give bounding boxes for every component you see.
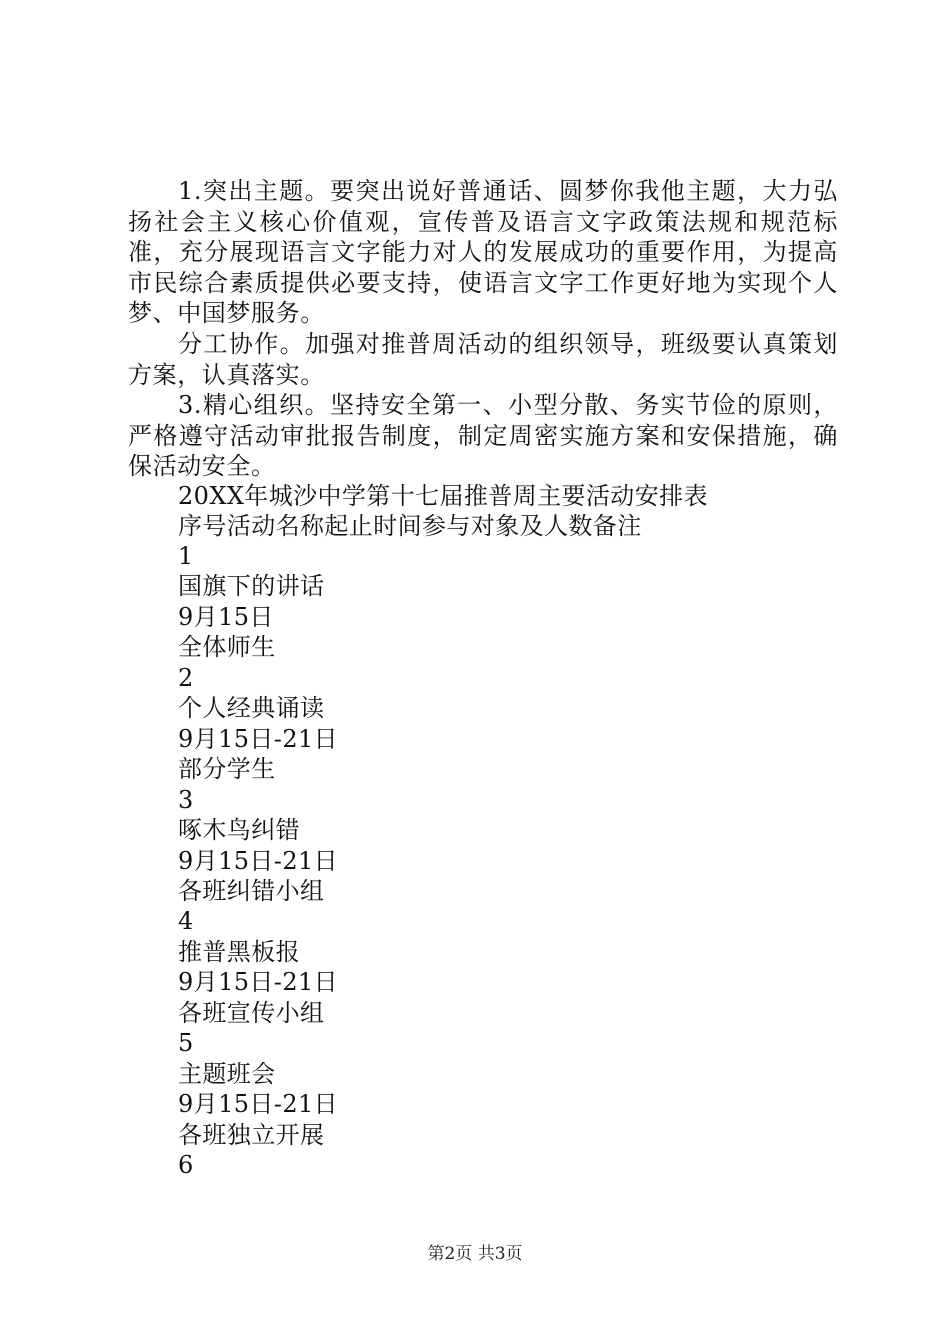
activity-name: 国旗下的讲话 <box>178 572 325 601</box>
paragraph-careful-organization: 3.精心组织。坚持安全第一、小型分散、务实节俭的原则，严格遵守活动审批报告制度，制定周密实施方案和安保措施，确保活动安全。 <box>128 391 838 481</box>
page-footer: 第2页 共3页 <box>427 1244 523 1264</box>
row-number: 5 <box>178 1029 194 1058</box>
row-number: 4 <box>178 907 194 936</box>
activity-name: 啄木鸟纠错 <box>178 816 300 845</box>
activity-participants: 全体师生 <box>178 633 276 662</box>
activity-participants: 各班独立开展 <box>178 1120 325 1149</box>
activity-name: 个人经典诵读 <box>178 694 325 723</box>
activity-time: 9月15日-21日 <box>178 724 339 753</box>
table-title: 20XX年城沙中学第十七届推普周主要活动安排表 <box>178 482 708 510</box>
activity-time: 9月15日-21日 <box>178 846 339 875</box>
activity-participants: 部分学生 <box>178 755 276 784</box>
activity-participants: 各班纠错小组 <box>178 876 325 905</box>
table-header: 序号活动名称起止时间参与对象及人数备注 <box>178 512 642 540</box>
paragraph-division-of-work: 分工协作。加强对推普周活动的组织领导，班级要认真策划方案，认真落实。 <box>128 330 838 389</box>
activity-name: 主题班会 <box>178 1059 276 1088</box>
activity-time: 9月15日 <box>178 602 274 631</box>
activity-time: 9月15日-21日 <box>178 968 339 997</box>
activity-list <box>178 541 338 1181</box>
row-number: 1 <box>178 542 194 570</box>
row-number: 3 <box>178 785 194 814</box>
paragraph-highlight-theme: 1.突出主题。要突出说好普通话、圆梦你我他主题，大力弘扬社会主义核心价值观，宣传普及语言文字政策法规和规范标准，充分展现语言文字能力对人的发展成功的重要作用，为提高市民综合素质提供必要支持，使语言文字工作更好地为实现个人梦、中国梦服务。 <box>128 177 838 328</box>
activity-participants: 各班宣传小组 <box>178 998 325 1027</box>
row-number: 6 <box>178 1151 194 1180</box>
activity-time: 9月15日-21日 <box>178 1090 339 1119</box>
row-number: 2 <box>178 663 194 692</box>
activity-name: 推普黑板报 <box>178 937 300 966</box>
